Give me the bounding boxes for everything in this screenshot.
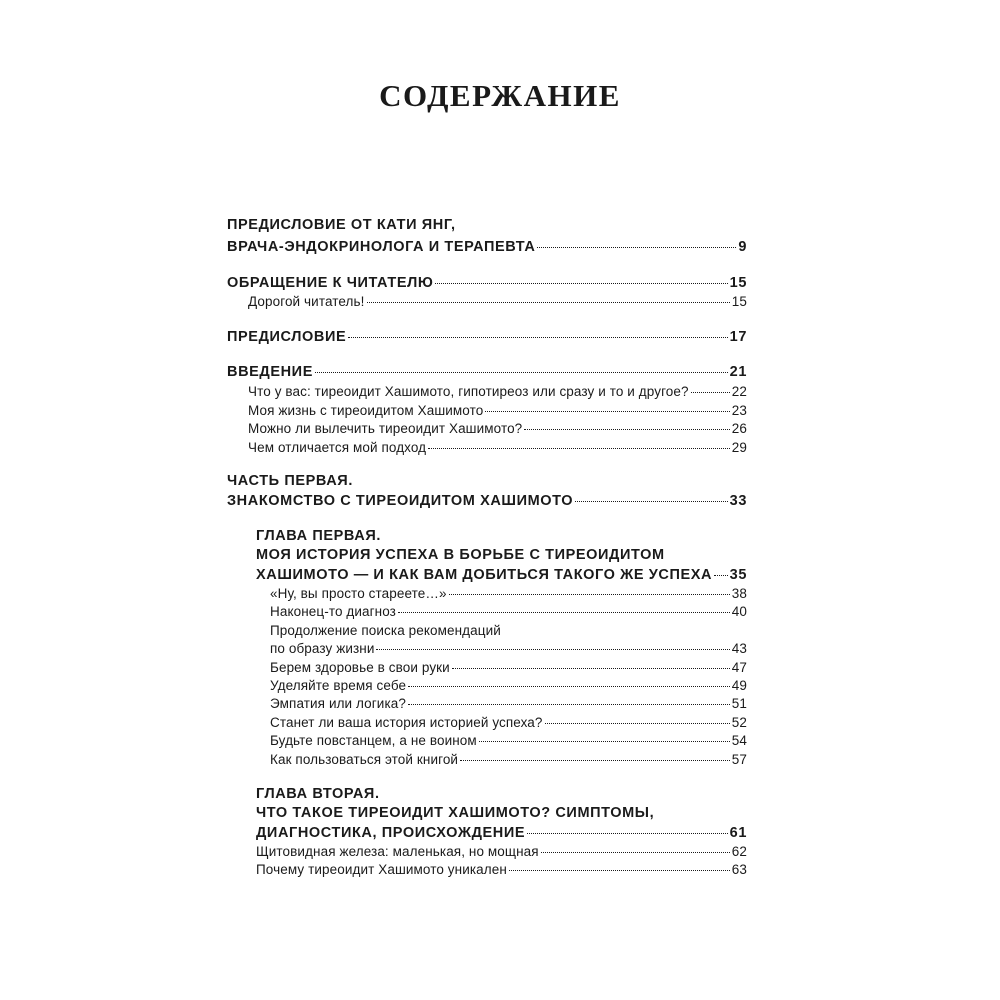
toc-entry-text: Берем здоровье в свои руки xyxy=(270,660,450,675)
dot-leader xyxy=(691,392,730,393)
toc-entry[interactable] xyxy=(256,545,665,565)
toc-entry-text: Станет ли ваша история историей успеха? xyxy=(270,715,543,730)
toc-page-number: 15 xyxy=(729,275,747,291)
toc-entry[interactable] xyxy=(227,362,747,382)
toc-entry[interactable] xyxy=(248,438,747,458)
toc-entry[interactable] xyxy=(270,658,747,678)
toc-entry-text: ГЛАВА ПЕРВАЯ. xyxy=(256,528,381,544)
toc-entry-text: Эмпатия или логика? xyxy=(270,696,406,711)
toc-entry-text: ОБРАЩЕНИЕ К ЧИТАТЕЛЮ xyxy=(227,275,434,291)
toc-page-number: 23 xyxy=(731,403,747,418)
toc-entry[interactable] xyxy=(227,237,747,257)
dot-leader xyxy=(537,247,736,248)
toc-entry-text: Дорогой читатель! xyxy=(248,294,365,309)
toc-page-number: 21 xyxy=(729,364,747,380)
page-title: СОДЕРЖАНИЕ xyxy=(379,78,621,113)
toc-entry[interactable] xyxy=(270,584,747,604)
toc-entry[interactable] xyxy=(227,471,353,491)
toc-entry[interactable] xyxy=(270,694,747,714)
toc-entry[interactable] xyxy=(256,860,747,880)
toc-page-number: 33 xyxy=(729,493,747,509)
dot-leader xyxy=(509,870,730,871)
dot-leader xyxy=(408,704,730,705)
toc-entry-text: по образу жизни xyxy=(270,641,375,656)
toc-entry-text: ПРЕДИСЛОВИЕ xyxy=(227,329,347,345)
toc-entry[interactable] xyxy=(248,419,747,439)
dot-leader xyxy=(435,283,727,284)
dot-leader xyxy=(376,649,729,650)
dot-leader xyxy=(479,741,730,742)
toc-entry[interactable] xyxy=(256,784,380,804)
toc-entry[interactable] xyxy=(256,803,654,823)
dot-leader xyxy=(428,448,730,449)
dot-leader xyxy=(575,501,728,502)
toc-entry-text: ЧТО ТАКОЕ ТИРЕОИДИТ ХАШИМОТО? СИМПТОМЫ, xyxy=(256,805,655,821)
toc-page-number: 43 xyxy=(731,641,747,656)
toc-entry-text: ХАШИМОТО — И КАК ВАМ ДОБИТЬСЯ ТАКОГО ЖЕ УСПЕХА xyxy=(256,567,713,583)
toc-entry[interactable] xyxy=(227,491,747,511)
dot-leader xyxy=(398,612,730,613)
dot-leader xyxy=(449,594,730,595)
toc-entry-text: МОЯ ИСТОРИЯ УСПЕХА В БОРЬБЕ С ТИРЕОИДИТОМ xyxy=(256,547,665,563)
toc-entry-text: ВВЕДЕНИЕ xyxy=(227,364,313,380)
toc-page-number: 49 xyxy=(731,678,747,693)
dot-leader xyxy=(545,723,730,724)
toc-page-number: 40 xyxy=(731,604,747,619)
toc-entry-text: Уделяйте время себе xyxy=(270,678,407,693)
toc-entry[interactable] xyxy=(270,713,747,733)
toc-page-number: 9 xyxy=(738,239,747,255)
toc-page-number: 51 xyxy=(731,696,747,711)
toc-page-number: 15 xyxy=(731,294,747,309)
toc-entry-text: ДИАГНОСТИКА, ПРОИСХОЖДЕНИЕ xyxy=(256,825,526,841)
toc-page-number: 47 xyxy=(731,660,747,675)
dot-leader xyxy=(485,411,729,412)
toc-entry-text: Как пользоваться этой книгой xyxy=(270,752,459,767)
toc-entry[interactable] xyxy=(227,215,456,235)
toc-entry-text: ВРАЧА-ЭНДОКРИНОЛОГА И ТЕРАПЕВТА xyxy=(227,239,536,255)
toc-page-number: 63 xyxy=(731,862,747,877)
toc-page-number: 54 xyxy=(731,733,747,748)
toc-page-number: 26 xyxy=(731,421,747,436)
toc-entry[interactable] xyxy=(256,565,747,585)
dot-leader xyxy=(348,337,727,338)
dot-leader xyxy=(460,760,730,761)
toc-page-number: 57 xyxy=(731,752,747,767)
toc-entry[interactable] xyxy=(270,639,747,659)
toc-entry[interactable] xyxy=(270,602,747,622)
toc-entry-text: Моя жизнь с тиреоидитом Хашимото xyxy=(248,403,484,418)
dot-leader xyxy=(541,852,730,853)
toc-entry-text: Будьте повстанцем, а не воином xyxy=(270,733,477,748)
toc-entry-text: ГЛАВА ВТОРАЯ. xyxy=(256,786,380,802)
toc-entry[interactable] xyxy=(270,621,501,641)
dot-leader xyxy=(524,429,729,430)
toc-entry-text: «Ну, вы просто стареете…» xyxy=(270,586,447,601)
toc-entry[interactable] xyxy=(256,823,747,843)
toc-page-number: 38 xyxy=(731,586,747,601)
toc-entry[interactable] xyxy=(248,382,747,402)
toc-entry[interactable] xyxy=(256,842,747,862)
toc-entry[interactable] xyxy=(256,526,381,546)
toc-entry[interactable] xyxy=(227,327,747,347)
toc-entry[interactable] xyxy=(248,401,747,421)
toc-entry-text: Щитовидная железа: маленькая, но мощная xyxy=(256,844,539,859)
dot-leader xyxy=(452,668,730,669)
toc-entry-text: Можно ли вылечить тиреоидит Хашимото? xyxy=(248,421,523,436)
dot-leader xyxy=(527,833,728,834)
toc-page-number: 17 xyxy=(729,329,747,345)
toc-entry-text: Чем отличается мой подход xyxy=(248,440,427,455)
toc-entry-text: ЧАСТЬ ПЕРВАЯ. xyxy=(227,473,353,489)
toc-entry[interactable] xyxy=(270,676,747,696)
toc-entry[interactable] xyxy=(248,292,747,312)
dot-leader xyxy=(315,372,728,373)
toc-entry[interactable] xyxy=(270,731,747,751)
toc-entry-text: ЗНАКОМСТВО С ТИРЕОИДИТОМ ХАШИМОТО xyxy=(227,493,574,509)
dot-leader xyxy=(714,575,728,576)
dot-leader xyxy=(367,302,730,303)
toc-entry-text: Что у вас: тиреоидит Хашимото, гипотиреоз или сразу и то и другое? xyxy=(248,384,689,399)
toc-page-number: 22 xyxy=(731,384,747,399)
dot-leader xyxy=(408,686,730,687)
toc-entry[interactable] xyxy=(227,273,747,293)
toc-page-number: 35 xyxy=(729,567,747,583)
toc-page-number: 62 xyxy=(731,844,747,859)
toc-page-number: 52 xyxy=(731,715,747,730)
toc-entry-text: ПРЕДИСЛОВИЕ ОТ КАТИ ЯНГ, xyxy=(227,217,456,233)
toc-entry-text: Продолжение поиска рекомендаций xyxy=(270,623,501,638)
toc-entry-text: Почему тиреоидит Хашимото уникален xyxy=(256,862,507,877)
toc-page-number: 29 xyxy=(731,440,747,455)
toc-entry[interactable] xyxy=(270,750,747,770)
toc-page-number: 61 xyxy=(729,825,747,841)
toc-entry-text: Наконец-то диагноз xyxy=(270,604,396,619)
